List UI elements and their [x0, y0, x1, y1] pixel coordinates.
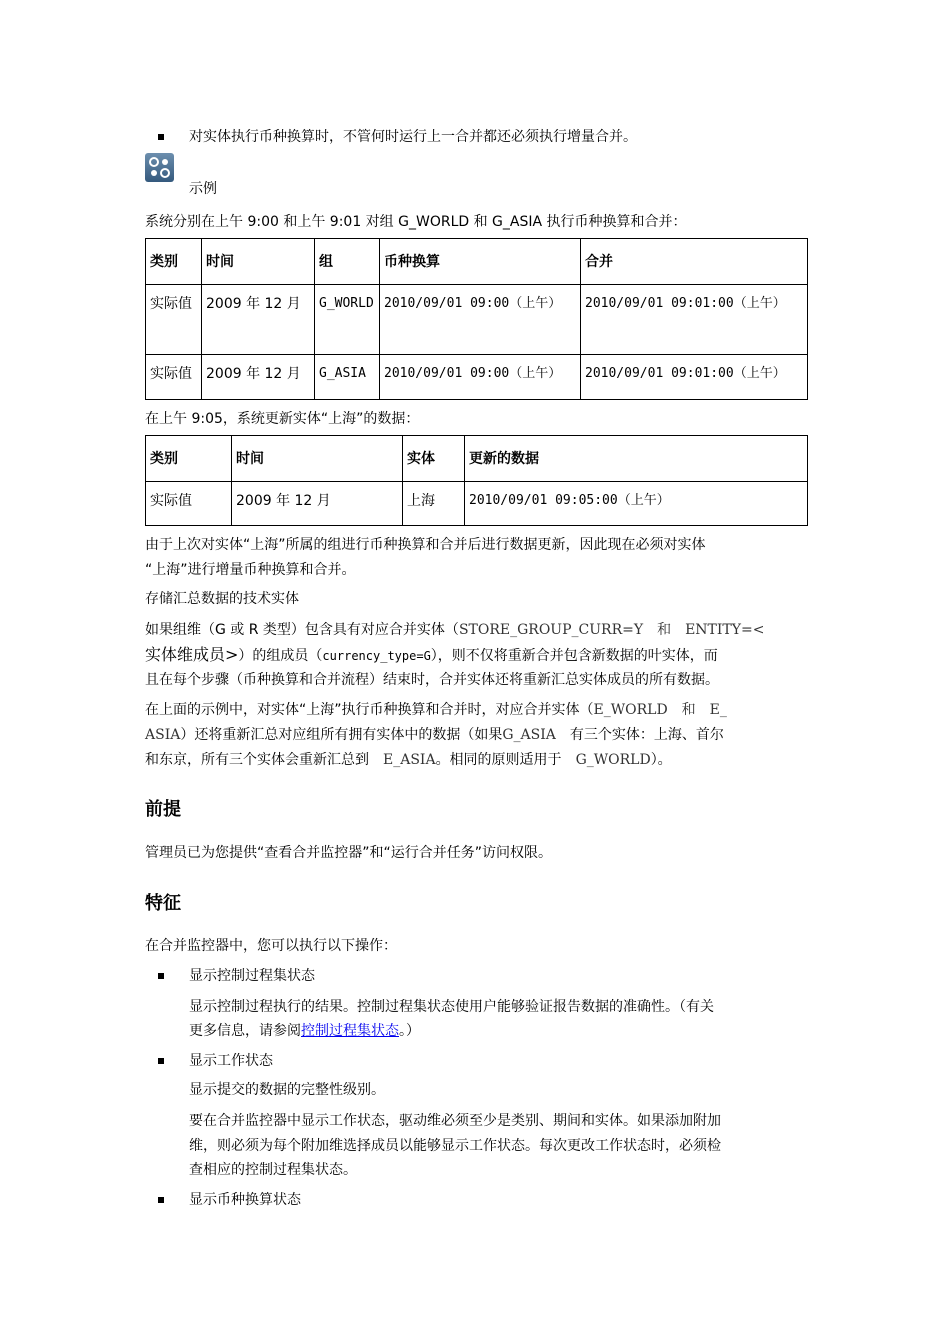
feature-desc-line: 显示提交的数据的完整性级别。 — [189, 1082, 385, 1098]
table-cell: 2010/09/01 09:00（上午） — [380, 285, 581, 355]
feature-title: 显示币种换算状态 — [189, 1192, 301, 1208]
control-process-link[interactable]: 控制过程集状态 — [301, 1023, 399, 1039]
table-header: 类别 — [146, 239, 202, 285]
bullet-marker — [158, 134, 164, 140]
bullet-marker — [158, 1058, 164, 1064]
table-header: 更新的数据 — [465, 436, 808, 482]
table-cell: 实际值 — [146, 482, 232, 526]
tech-para-line-2: 实体维成员>）的组成员（currency_type=G），则不仅将重新合并包含新数据的叶实体，而 — [145, 645, 718, 664]
features-heading: 特征 — [145, 893, 181, 914]
table-header: 合并 — [581, 239, 808, 285]
example-icon — [145, 153, 174, 182]
table-header: 类别 — [146, 436, 232, 482]
feature-title: 显示控制过程集状态 — [189, 968, 315, 984]
table-cell: 2009 年 12 月 — [232, 482, 403, 526]
example-para-line-1: 在上面的示例中，对实体“上海”执行币种换算和合并时，对应合并实体（E_WORLD 和 E_ — [145, 702, 727, 718]
table-cell: 2010/09/01 09:00（上午） — [380, 355, 581, 400]
table-row — [146, 355, 808, 400]
table-cell: 上海 — [403, 482, 465, 526]
feature-desc-line: 查相应的控制过程集状态。 — [189, 1162, 357, 1178]
table-row — [146, 482, 808, 526]
reason-line-2: “上海”进行增量币种换算和合并。 — [145, 562, 356, 578]
prereq-heading: 前提 — [145, 799, 181, 820]
feature-desc-line: 要在合并监控器中显示工作状态，驱动维必须至少是类别、期间和实体。如果添加附加 — [189, 1113, 721, 1129]
feature-title: 显示工作状态 — [189, 1053, 273, 1069]
table-header: 币种换算 — [380, 239, 581, 285]
bullet-marker — [158, 1197, 164, 1203]
table-row — [146, 285, 808, 355]
features-intro: 在合并监控器中，您可以执行以下操作： — [145, 938, 397, 954]
table-group-conversion — [145, 238, 808, 400]
table-cell: 实际值 — [146, 285, 202, 355]
reason-line-1: 由于上次对实体“上海”所属的组进行币种换算和合并后进行数据更新，因此现在必须对实体 — [145, 537, 706, 553]
intro-line: 系统分别在上午 9:00 和上午 9:01 对组 G_WORLD 和 G_ASIA 执行币种换算和合并： — [145, 214, 687, 230]
table-cell: 2010/09/01 09:05:00（上午） — [465, 482, 808, 526]
table-cell: 2010/09/01 09:01:00（上午） — [581, 355, 808, 400]
table-cell: 2009 年 12 月 — [202, 355, 315, 400]
table-header: 时间 — [202, 239, 315, 285]
prereq-text: 管理员已为您提供“查看合并监控器”和“运行合并任务”访问权限。 — [145, 845, 553, 861]
feature-desc-line: 维，则必须为每个附加维选择成员以能够显示工作状态。每次更改工作状态时，必须检 — [189, 1138, 721, 1154]
table-header: 实体 — [403, 436, 465, 482]
table-cell: 实际值 — [146, 355, 202, 400]
table-header: 组 — [315, 239, 380, 285]
tech-para-line-1: 如果组维（G 或 R 类型）包含具有对应合并实体（STORE_GROUP_CURR=Y 和 ENTITY=< — [145, 622, 765, 638]
bullet-text: 对实体执行币种换算时，不管何时运行上一合并都还必须执行增量合并。 — [189, 129, 637, 145]
table-entity-update — [145, 435, 808, 526]
feature-desc-line: 更多信息，请参阅控制过程集状态。） — [189, 1023, 420, 1039]
tech-para-line-3: 且在每个步骤（币种换算和合并流程）结束时，合并实体还将重新汇总实体成员的所有数据。 — [145, 672, 719, 688]
update-line: 在上午 9:05，系统更新实体“上海”的数据： — [145, 411, 420, 427]
table-cell: 2010/09/01 09:01:00（上午） — [581, 285, 808, 355]
example-label: 示例 — [189, 181, 217, 197]
feature-desc-line: 显示控制过程执行的结果。控制过程集状态使用户能够验证报告数据的准确性。（有关 — [189, 999, 714, 1015]
example-para-line-2: ASIA）还将重新汇总对应组所有拥有实体中的数据（如果G_ASIA 有三个实体：上海、首尔 — [145, 727, 724, 743]
example-para-line-3: 和东京，所有三个实体会重新汇总到 E_ASIA。相同的原则适用于 G_WORLD）。 — [145, 752, 672, 768]
tech-entity-title: 存储汇总数据的技术实体 — [145, 591, 299, 607]
table-header: 时间 — [232, 436, 403, 482]
table-cell: G_WORLD — [315, 285, 380, 355]
table-cell: G_ASIA — [315, 355, 380, 400]
bullet-marker — [158, 973, 164, 979]
table-cell: 2009 年 12 月 — [202, 285, 315, 355]
